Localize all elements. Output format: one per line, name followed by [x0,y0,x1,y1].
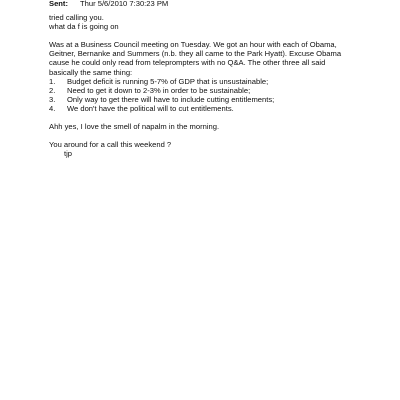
list-item-text: Need to get it down to 2-3% in order to be sustainable; [67,85,251,95]
paragraph-line: Geitner, Bernanke and Summers (n.b. they all came to the Park Hyatt). Excuse Obama [49,49,342,59]
greeting-line: what da f is going on [49,22,119,32]
list-item-number: 2. [49,85,56,95]
sent-header [49,0,169,8]
sent-label: Sent: [49,0,68,8]
list-item [49,77,379,86]
closing-line: You around for a call this weekend ? [49,140,172,150]
greeting-line: tried calling you. [49,13,104,22]
paragraph-line: Was at a Business Council meeting on Tuesday. We got an hour with each of Obama, [49,40,337,50]
paragraph-gap [49,31,379,40]
list-item-number: 4. [49,103,56,113]
paragraph-gap [49,113,379,122]
list-item [49,104,379,113]
sent-timestamp: Thur 5/6/2010 7:30:23 PM [80,0,169,8]
list-item-text: Only way to get there will have to include cutting entitlements; [67,94,275,104]
list-item-text: Budget deficit is running 5-7% of GDP that is unsustainable; [67,76,269,86]
list-item [49,86,379,95]
email-body [49,13,379,159]
paragraph-gap [49,131,379,140]
napalm-line: Ahh yes, I love the smell of napalm in the morning. [49,122,220,132]
list-item-number: 1. [49,76,56,86]
list-item [49,95,379,104]
paragraph-line: cause he could only read from teleprompters with no Q&A. The other three all said [49,58,326,68]
list-item-number: 3. [49,94,56,104]
paragraph-line: basically the same thing: [49,67,133,77]
signature: tjp [64,149,73,159]
list-item-text: We don't have the political will to cut entitlements. [67,103,234,113]
